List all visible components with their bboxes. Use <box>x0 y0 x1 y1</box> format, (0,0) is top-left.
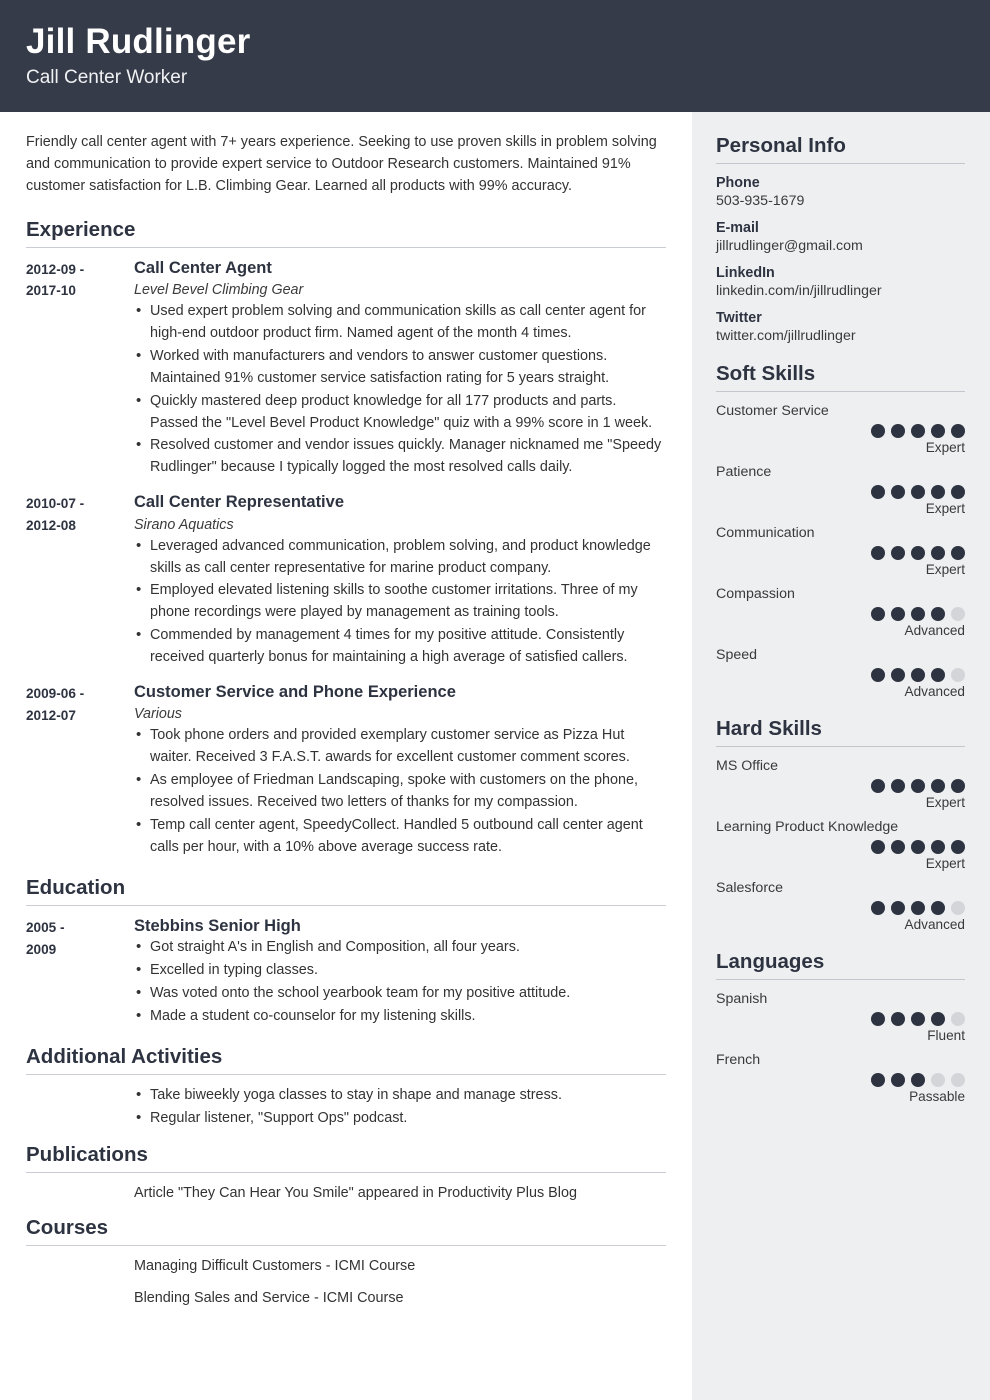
course-item: Blending Sales and Service - ICMI Course <box>134 1289 404 1306</box>
skill-level: Advanced <box>904 684 965 699</box>
personal-info-block <box>716 134 965 344</box>
skill-name: Speed <box>716 647 758 663</box>
info-value: jillrudlinger@gmail.com <box>716 238 863 254</box>
rating-dot-filled <box>891 485 905 499</box>
rating-dot-filled <box>931 424 945 438</box>
list-item: • Resolved customer and vendor issues quickly. Manager nicknamed me "Speedy Rudlinger" because I typically logged the most resolved calls daily. <box>134 435 666 479</box>
skill-rating <box>716 901 965 915</box>
skill-level: Advanced <box>904 917 965 932</box>
personal-info-linkedin <box>716 265 965 299</box>
rating-dot-filled <box>871 668 885 682</box>
skill-level: Expert <box>925 795 965 810</box>
personal-info-twitter <box>716 310 965 344</box>
experience-bullets <box>134 725 666 858</box>
education-bullets <box>134 937 666 1028</box>
rating-dot-filled <box>951 485 965 499</box>
experience-section <box>26 218 666 860</box>
hard-skills-block <box>716 717 965 932</box>
skill-name: MS Office <box>716 758 779 774</box>
rating-dot-filled <box>911 424 925 438</box>
rating-dot-empty <box>951 668 965 682</box>
rating-dot-filled <box>931 901 945 915</box>
language-rating <box>716 1012 965 1026</box>
list-item: • Was voted onto the school yearbook team for my positive attitude. <box>134 983 666 1005</box>
course-item: Managing Difficult Customers - ICMI Course <box>134 1258 416 1275</box>
skill-name: Patience <box>716 464 772 480</box>
rating-dot-filled <box>911 668 925 682</box>
rating-dot-filled <box>871 424 885 438</box>
courses-section-title: Courses <box>26 1216 666 1246</box>
rating-dot-filled <box>871 546 885 560</box>
experience-content <box>134 258 666 481</box>
skill-rating <box>716 668 965 682</box>
rating-dot-filled <box>871 901 885 915</box>
resume-header <box>0 0 990 112</box>
rating-dot-filled <box>871 779 885 793</box>
experience-bullets <box>134 536 666 669</box>
skill-rating <box>716 779 965 793</box>
language-level: Passable <box>909 1089 965 1104</box>
list-item: • Made a student co-counselor for my listening skills. <box>134 1006 666 1028</box>
info-value: linkedin.com/in/jillrudlinger <box>716 283 882 299</box>
skill-item <box>716 464 965 516</box>
rating-dot-filled <box>891 607 905 621</box>
rating-dot-filled <box>931 840 945 854</box>
education-section <box>26 876 666 1029</box>
experience-content <box>134 492 666 670</box>
rating-dot-filled <box>931 779 945 793</box>
personal-info-title: Personal Info <box>716 134 965 164</box>
rating-dot-filled <box>891 840 905 854</box>
rating-dot-filled <box>911 607 925 621</box>
list-item: • Regular listener, "Support Ops" podcast. <box>134 1108 666 1130</box>
list-item: • Got straight A's in English and Composition, all four years. <box>134 937 666 959</box>
resume-body <box>0 112 990 1400</box>
experience-date-start: 2010-07 - <box>26 496 85 512</box>
rating-dot-filled <box>911 901 925 915</box>
experience-company: Various <box>134 706 182 723</box>
soft-skills-block <box>716 362 965 699</box>
rating-dot-empty <box>951 1012 965 1026</box>
rating-dot-filled <box>951 546 965 560</box>
experience-dates <box>26 258 134 481</box>
experience-company: Sirano Aquatics <box>134 516 234 533</box>
rating-dot-filled <box>891 779 905 793</box>
list-item: • Excelled in typing classes. <box>134 960 666 982</box>
rating-dot-empty <box>951 1073 965 1087</box>
experience-date-end: 2012-07 <box>26 707 76 723</box>
language-rating <box>716 1073 965 1087</box>
sidebar-column <box>692 112 990 1400</box>
rating-dot-filled <box>871 485 885 499</box>
experience-job-title: Call Center Agent <box>134 258 272 277</box>
experience-bullets <box>134 301 666 479</box>
activities-entry <box>26 1085 666 1131</box>
activities-content <box>134 1085 666 1131</box>
skill-name: Compassion <box>716 586 795 602</box>
candidate-job-title: Call Center Worker <box>26 67 188 89</box>
skill-item <box>716 758 965 810</box>
education-date-start: 2005 - <box>26 919 65 935</box>
skill-item <box>716 403 965 455</box>
rating-dot-filled <box>911 546 925 560</box>
personal-info-email <box>716 220 965 254</box>
skill-level: Expert <box>925 440 965 455</box>
skill-rating <box>716 546 965 560</box>
skill-item <box>716 880 965 932</box>
skill-name: Customer Service <box>716 403 829 419</box>
rating-dot-filled <box>891 668 905 682</box>
rating-dot-filled <box>951 840 965 854</box>
education-dates <box>26 916 134 1029</box>
rating-dot-filled <box>871 1012 885 1026</box>
courses-section <box>26 1216 666 1309</box>
skill-rating <box>716 424 965 438</box>
skill-name: Learning Product Knowledge <box>716 819 899 835</box>
publications-section <box>26 1143 666 1205</box>
info-value: 503-935-1679 <box>716 193 805 209</box>
additional-activities-section <box>26 1045 666 1131</box>
education-content <box>134 916 666 1029</box>
experience-entry <box>26 682 666 860</box>
rating-dot-filled <box>891 901 905 915</box>
skill-rating <box>716 840 965 854</box>
rating-dot-filled <box>931 485 945 499</box>
skill-name: Communication <box>716 525 815 541</box>
rating-dot-filled <box>931 668 945 682</box>
rating-dot-filled <box>911 840 925 854</box>
experience-entry <box>26 258 666 481</box>
rating-dot-filled <box>871 607 885 621</box>
rating-dot-filled <box>931 546 945 560</box>
publication-item: Article "They Can Hear You Smile" appeared in Productivity Plus Blog <box>134 1184 577 1201</box>
experience-date-end: 2012-08 <box>26 517 76 533</box>
list-item: • Commended by management 4 times for my positive attitude. Consistently received quarterly bonus for maintaining a high average of satisfied callers. <box>134 625 666 669</box>
skill-level: Expert <box>925 562 965 577</box>
experience-dates <box>26 682 134 860</box>
rating-dot-filled <box>931 1012 945 1026</box>
rating-dot-filled <box>891 1073 905 1087</box>
rating-dot-filled <box>951 424 965 438</box>
list-item: • Took phone orders and provided exemplary customer service as Pizza Hut waiter. Received 3 F.A.S.T. awards for excellent customer comment scores. <box>134 725 666 769</box>
experience-section-title: Experience <box>26 218 666 248</box>
education-school: Stebbins Senior High <box>134 916 301 935</box>
rating-dot-empty <box>931 1073 945 1087</box>
rating-dot-filled <box>891 1012 905 1026</box>
experience-dates <box>26 492 134 670</box>
rating-dot-filled <box>891 546 905 560</box>
hard-skills-title: Hard Skills <box>716 717 965 747</box>
info-value: twitter.com/jillrudlinger <box>716 328 856 344</box>
language-level: Fluent <box>927 1028 965 1043</box>
rating-dot-filled <box>911 1012 925 1026</box>
rating-dot-filled <box>891 424 905 438</box>
skill-item <box>716 525 965 577</box>
rating-dot-filled <box>911 1073 925 1087</box>
info-label: Phone <box>716 175 760 191</box>
experience-date-start: 2009-06 - <box>26 686 85 702</box>
rating-dot-filled <box>911 779 925 793</box>
experience-date-end: 2017-10 <box>26 283 76 299</box>
rating-dot-filled <box>871 1073 885 1087</box>
rating-dot-empty <box>951 901 965 915</box>
info-label: LinkedIn <box>716 265 775 281</box>
list-item: • Take biweekly yoga classes to stay in shape and manage stress. <box>134 1085 666 1107</box>
experience-job-title: Customer Service and Phone Experience <box>134 683 456 702</box>
experience-company: Level Bevel Climbing Gear <box>134 282 304 299</box>
language-item <box>716 991 965 1043</box>
info-label: Twitter <box>716 310 762 326</box>
skill-item <box>716 819 965 871</box>
activities-section-title: Additional Activities <box>26 1045 666 1075</box>
language-name: Spanish <box>716 991 768 1007</box>
skill-item <box>716 586 965 638</box>
activities-dates-spacer <box>26 1085 134 1131</box>
experience-entry <box>26 492 666 670</box>
info-label: E-mail <box>716 220 759 236</box>
rating-dot-filled <box>951 779 965 793</box>
skill-name: Salesforce <box>716 880 784 896</box>
experience-job-title: Call Center Representative <box>134 493 344 512</box>
candidate-name: Jill Rudlinger <box>26 22 251 61</box>
experience-content <box>134 682 666 860</box>
list-item: • Worked with manufacturers and vendors to answer customer questions. Maintained 91% customer service satisfaction rating for 5 years straight. <box>134 346 666 390</box>
skill-rating <box>716 485 965 499</box>
activities-bullets <box>134 1085 666 1130</box>
education-date-end: 2009 <box>26 941 57 957</box>
skill-rating <box>716 607 965 621</box>
personal-info-phone <box>716 175 965 209</box>
list-item: • Employed elevated listening skills to soothe customer irritations. Three of my phone recordings were played by management as training tools. <box>134 580 666 624</box>
languages-title: Languages <box>716 950 965 980</box>
education-section-title: Education <box>26 876 666 906</box>
list-item: • Quickly mastered deep product knowledge for all 177 products and parts. Passed the "Level Bevel Product Knowledge" quiz with a 99% score in 1 week. <box>134 391 666 435</box>
professional-summary: Friendly call center agent with 7+ years experience. Seeking to use proven skills in problem solving and communication to provide expert service to Outdoor Research customers. Maintained 91% customer satisfaction for L.B. Climbing Gear. Learned all products with 99% accuracy. <box>26 134 657 194</box>
skill-level: Expert <box>925 501 965 516</box>
list-item: • Used expert problem solving and communication skills as call center agent for high-end outdoor product firm. Named agent of the month 4 times. <box>134 301 666 345</box>
skill-item <box>716 647 965 699</box>
languages-block <box>716 950 965 1104</box>
experience-date-start: 2012-09 - <box>26 261 85 277</box>
rating-dot-filled <box>871 840 885 854</box>
soft-skills-title: Soft Skills <box>716 362 965 392</box>
rating-dot-empty <box>951 607 965 621</box>
language-item <box>716 1052 965 1104</box>
education-entry <box>26 916 666 1029</box>
main-column <box>0 112 692 1400</box>
list-item: • Leveraged advanced communication, problem solving, and product knowledge skills as call center representative for marine product company. <box>134 536 666 580</box>
rating-dot-filled <box>931 607 945 621</box>
list-item: • Temp call center agent, SpeedyCollect. Handled 5 outbound call center agent calls per hour, with a 10% above average success rate. <box>134 815 666 859</box>
skill-level: Advanced <box>904 623 965 638</box>
language-name: French <box>716 1052 761 1068</box>
rating-dot-filled <box>911 485 925 499</box>
publications-section-title: Publications <box>26 1143 666 1173</box>
skill-level: Expert <box>925 856 965 871</box>
list-item: • As employee of Friedman Landscaping, spoke with customers on the phone, resolved issues. Received two letters of thanks for my compassion. <box>134 770 666 814</box>
